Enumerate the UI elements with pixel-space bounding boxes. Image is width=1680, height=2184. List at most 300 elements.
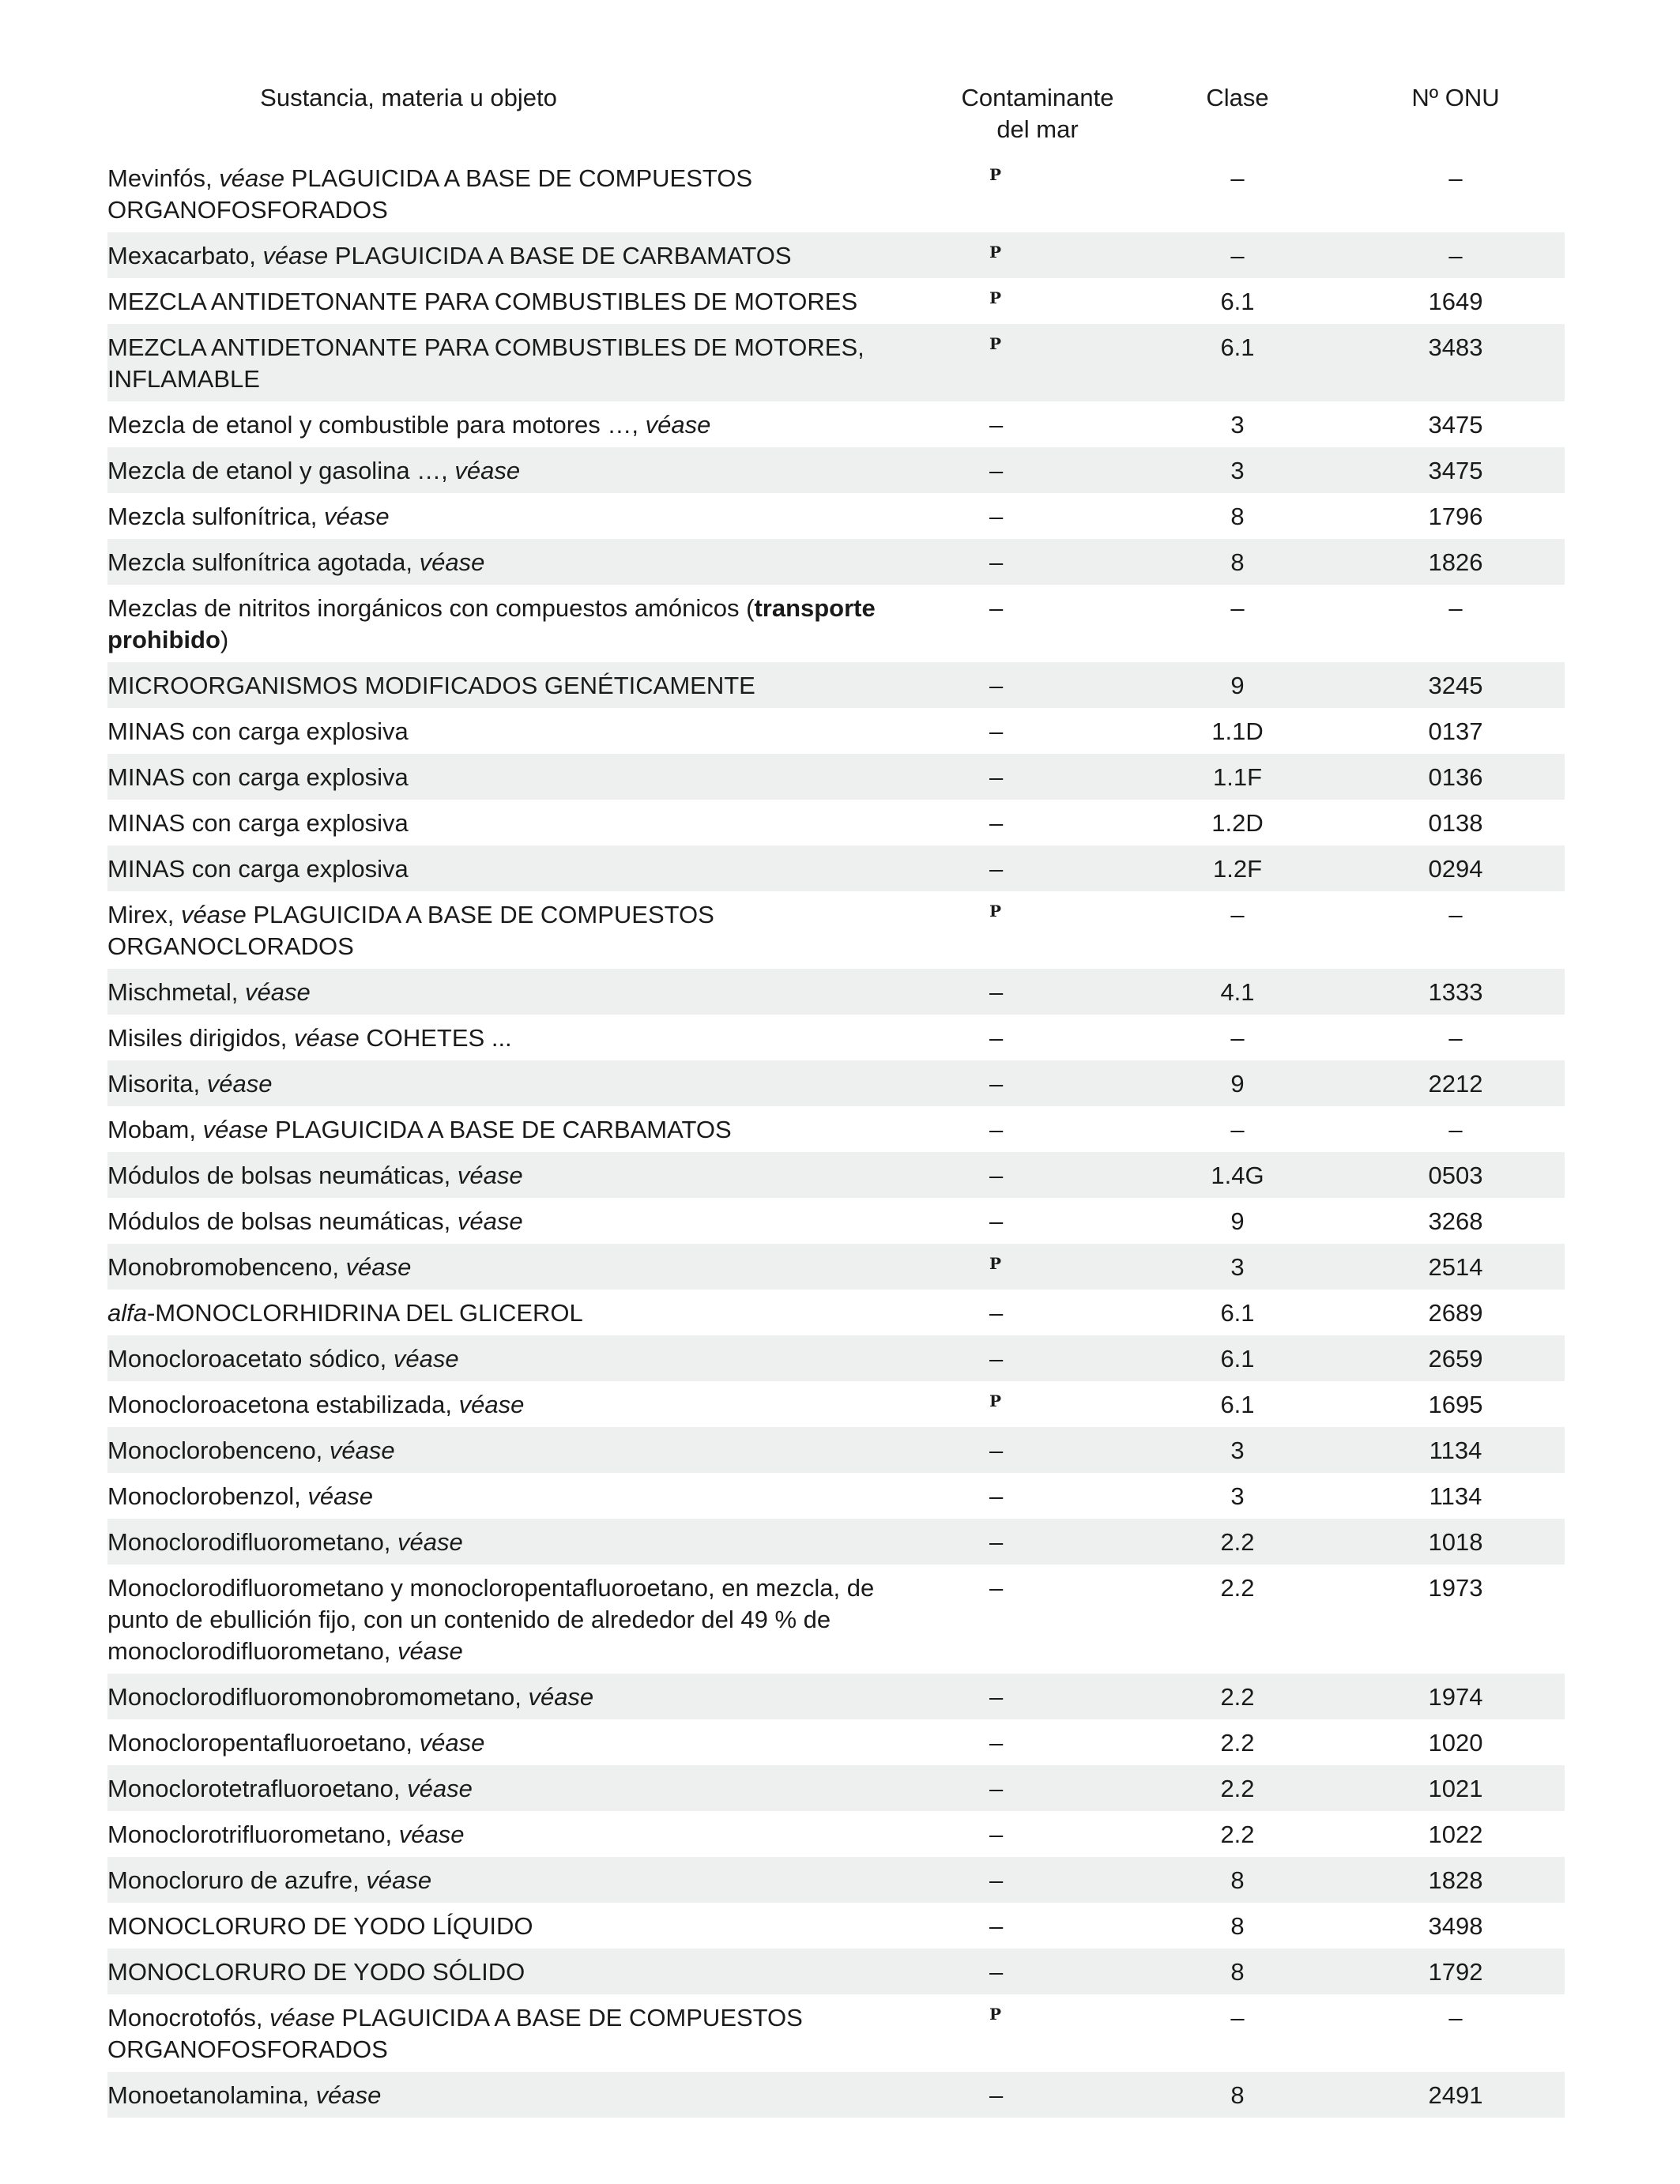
class-cell: 1.4G [1128, 1152, 1347, 1198]
class-cell: 1.2D [1211, 809, 1264, 837]
substance-name-text: PLAGUICIDA A BASE DE COMPUESTOS ORGANOFOSFORADOS [107, 164, 753, 224]
substance-name-text: Monoclorodifluoromonobromometano, [107, 1683, 529, 1711]
class-cell: 3 [1128, 1427, 1347, 1473]
class-cell: 6.1 [1220, 1299, 1255, 1327]
marine-pollutant-cell [947, 493, 1128, 539]
substance-name-text: Módulos de bolsas neumáticas, [107, 1207, 458, 1235]
class-cell: – [1230, 901, 1245, 928]
un-number-cell: 1020 [1428, 1729, 1483, 1757]
marine-pollutant-dash: – [989, 855, 1004, 883]
substance-name [107, 1473, 947, 1519]
substance-name-italic: véase [407, 1775, 473, 1802]
table-row [107, 1473, 1565, 1519]
table-row [107, 754, 1565, 800]
un-number-cell: 3245 [1347, 662, 1565, 708]
marine-pollutant-cell [947, 1857, 1128, 1903]
marine-pollutant-dash: – [989, 411, 1004, 439]
marine-pollutant-cell [947, 1719, 1128, 1765]
un-number-cell: 3268 [1428, 1207, 1483, 1235]
substance-name-text: Monocloropentafluoroetano, [107, 1729, 420, 1757]
class-cell: – [1230, 1116, 1245, 1143]
substance-name-text: Mobam, [107, 1116, 203, 1143]
substance-name-text: PLAGUICIDA A BASE DE CARBAMATOS [268, 1116, 732, 1143]
class-cell: 9 [1128, 1060, 1347, 1106]
marine-pollutant-dash: – [989, 717, 1004, 745]
marine-pollutant-dash: – [989, 809, 1004, 837]
marine-pollutant-cell [947, 585, 1128, 662]
marine-pollutant-mark: P [989, 2005, 1002, 2024]
substance-name [107, 1674, 947, 1719]
substance-name-italic: véase [457, 1162, 523, 1189]
marine-pollutant-dash: – [989, 2081, 1004, 2109]
un-number-cell: 1974 [1347, 1674, 1565, 1719]
table-row [107, 800, 1565, 845]
substance-name [107, 891, 947, 969]
marine-pollutant-dash: – [989, 1070, 1004, 1098]
substance-name-italic: véase [419, 1729, 485, 1757]
table-row [107, 1381, 1565, 1427]
un-number-cell: 0503 [1347, 1152, 1565, 1198]
substance-name-italic: alfa [107, 1299, 147, 1327]
substance-name [107, 324, 947, 401]
class-cell: 1.1F [1128, 754, 1347, 800]
un-number-cell: 1134 [1429, 1482, 1482, 1510]
marine-pollutant-dash: – [989, 1574, 1004, 1602]
table-row [107, 1719, 1565, 1765]
substance-name-italic: véase [262, 242, 329, 269]
substance-name-bold: transporte prohibido [107, 594, 876, 653]
marine-pollutant-cell [947, 845, 1128, 891]
table-row [107, 585, 1565, 662]
table-row [107, 539, 1565, 585]
marine-pollutant-dash: – [989, 978, 1004, 1006]
substance-name [107, 754, 947, 800]
marine-pollutant-cell [947, 1949, 1128, 1994]
marine-pollutant-mark: P [989, 1254, 1002, 1273]
substance-name-text: ) [220, 626, 229, 653]
substance-name-italic: véase [269, 2004, 335, 2031]
marine-pollutant-cell [947, 1106, 1128, 1152]
marine-pollutant-dash: – [989, 1821, 1004, 1848]
substance-name-text: MONOCLORURO DE YODO SÓLIDO [107, 1958, 525, 1986]
un-number-cell: 1695 [1428, 1391, 1483, 1418]
table-row [107, 845, 1565, 891]
class-cell: – [1230, 594, 1245, 622]
marine-pollutant-cell [947, 1427, 1128, 1473]
class-cell: 8 [1128, 1857, 1347, 1903]
un-number-cell: 1134 [1347, 1427, 1565, 1473]
class-cell: 8 [1128, 1949, 1347, 1994]
substance-name [107, 447, 947, 493]
table-row [107, 232, 1565, 278]
class-cell: 3 [1230, 411, 1245, 439]
marine-pollutant-cell [947, 1765, 1128, 1811]
table-row [107, 278, 1565, 324]
substance-name-text: PLAGUICIDA A BASE DE COMPUESTOS ORGANOCLORADOS [107, 901, 714, 960]
substance-name-italic: véase [457, 1207, 523, 1235]
substance-name-text: MICROORGANISMOS MODIFICADOS GENÉTICAMENTE [107, 672, 755, 699]
un-number-cell: 0138 [1428, 809, 1483, 837]
substance-name [107, 1198, 947, 1244]
table-row [107, 1811, 1565, 1857]
class-cell: 2.2 [1220, 1821, 1255, 1848]
table-row [107, 1152, 1565, 1198]
marine-pollutant-cell [947, 1674, 1128, 1719]
substance-name [107, 1949, 947, 1994]
class-cell: 2.2 [1220, 1574, 1255, 1602]
substance-name-text: Monoclorodifluorometano, [107, 1528, 398, 1556]
table-row [107, 493, 1565, 539]
marine-pollutant-mark: P [989, 288, 1002, 307]
un-number-cell: – [1448, 1116, 1463, 1143]
substance-name-italic: véase [393, 1345, 459, 1373]
substance-name-text: Monoclorobenzol, [107, 1482, 308, 1510]
un-number-cell: 2689 [1428, 1299, 1483, 1327]
marine-pollutant-cell [947, 539, 1128, 585]
un-number-cell: 0294 [1347, 845, 1565, 891]
substance-name [107, 401, 947, 447]
substance-name-text: PLAGUICIDA A BASE DE COMPUESTOS ORGANOFOSFORADOS [107, 2004, 803, 2063]
un-number-cell: 2659 [1347, 1335, 1565, 1381]
substance-name-italic: véase [206, 1070, 273, 1098]
un-number-cell: 1796 [1428, 503, 1483, 530]
marine-pollutant-dash: – [989, 1437, 1004, 1464]
substance-name-italic: véase [419, 548, 485, 576]
marine-pollutant-cell [947, 1994, 1128, 2072]
substance-name-italic: véase [181, 901, 247, 928]
substance-name [107, 1152, 947, 1198]
marine-pollutant-dash: – [989, 1162, 1004, 1189]
table-row [107, 1060, 1565, 1106]
class-cell: – [1230, 1024, 1245, 1052]
header-marine-line2: del mar [996, 115, 1079, 143]
un-number-cell: 2514 [1347, 1244, 1565, 1290]
marine-pollutant-dash: – [989, 457, 1004, 484]
marine-pollutant-dash: – [989, 1775, 1004, 1802]
table-row [107, 324, 1565, 401]
table-row [107, 1427, 1565, 1473]
table-row [107, 155, 1565, 232]
marine-pollutant-mark: P [989, 243, 1002, 262]
marine-pollutant-cell [947, 155, 1128, 232]
marine-pollutant-dash: – [989, 1116, 1004, 1143]
class-cell: 2.2 [1128, 1519, 1347, 1565]
class-cell: 9 [1230, 1207, 1245, 1235]
un-number-cell: – [1347, 232, 1565, 278]
substance-name [107, 1565, 947, 1674]
substance-name-text: Monobromobenceno, [107, 1253, 346, 1281]
un-number-cell: 1973 [1428, 1574, 1483, 1602]
substance-name [107, 1857, 947, 1903]
substance-name [107, 1427, 947, 1473]
substance-name-italic: véase [645, 411, 711, 439]
substance-name-italic: véase [315, 2081, 382, 2109]
marine-pollutant-cell [947, 708, 1128, 754]
substance-name-text: MINAS con carga explosiva [107, 717, 409, 745]
header-un-number: Nº ONU [1411, 84, 1500, 111]
substance-name [107, 155, 947, 232]
substance-name-text: Mezcla de etanol y combustible para motores …, [107, 411, 646, 439]
substance-name [107, 1765, 947, 1811]
table-row [107, 1765, 1565, 1811]
table-row [107, 1335, 1565, 1381]
substance-name-text: Mezcla sulfonítrica, [107, 503, 324, 530]
marine-pollutant-mark: P [989, 902, 1002, 921]
marine-pollutant-dash: – [989, 1958, 1004, 1986]
substance-name [107, 278, 947, 324]
un-number-cell: 2212 [1347, 1060, 1565, 1106]
substance-name [107, 1381, 947, 1427]
un-number-cell: 0136 [1347, 754, 1565, 800]
un-number-cell: 3498 [1428, 1912, 1483, 1940]
table-row [107, 891, 1565, 969]
substance-name-text: MINAS con carga explosiva [107, 763, 409, 791]
class-cell: 9 [1128, 662, 1347, 708]
substance-name-text: Mevinfós, [107, 164, 220, 192]
table-row [107, 1290, 1565, 1335]
substance-name-text: PLAGUICIDA A BASE DE CARBAMATOS [328, 242, 792, 269]
class-cell: 1.1D [1211, 717, 1264, 745]
header-row [107, 79, 1565, 155]
table-body [107, 155, 1565, 2118]
table-row [107, 1015, 1565, 1060]
un-number-cell: 0137 [1428, 717, 1483, 745]
substance-name-italic: véase [528, 1683, 594, 1711]
table-row [107, 969, 1565, 1015]
class-cell: 6.1 [1220, 288, 1255, 315]
marine-pollutant-dash: – [989, 1207, 1004, 1235]
table-row [107, 1519, 1565, 1565]
substance-name-italic: véase [397, 1528, 463, 1556]
marine-pollutant-dash: – [989, 1528, 1004, 1556]
un-number-cell: 2491 [1347, 2072, 1565, 2118]
substance-name [107, 493, 947, 539]
substance-name-text: Monocrotofós, [107, 2004, 270, 2031]
marine-pollutant-dash: – [989, 1866, 1004, 1894]
table-row [107, 708, 1565, 754]
marine-pollutant-cell [947, 401, 1128, 447]
substance-name [107, 845, 947, 891]
class-cell: 8 [1230, 1912, 1245, 1940]
un-number-cell: – [1448, 2004, 1463, 2031]
substance-name [107, 800, 947, 845]
substance-name-text: Misiles dirigidos, [107, 1024, 295, 1052]
substance-name [107, 969, 947, 1015]
class-cell: 2.2 [1128, 1765, 1347, 1811]
marine-pollutant-cell [947, 447, 1128, 493]
marine-pollutant-dash: – [989, 1482, 1004, 1510]
table-row [107, 447, 1565, 493]
marine-pollutant-cell [947, 1811, 1128, 1857]
marine-pollutant-dash: – [989, 763, 1004, 791]
un-number-cell: 3475 [1347, 447, 1565, 493]
substance-name [107, 1015, 947, 1060]
class-cell: 1.2F [1128, 845, 1347, 891]
substance-name-italic: véase [329, 1437, 395, 1464]
marine-pollutant-cell [947, 1152, 1128, 1198]
marine-pollutant-cell [947, 278, 1128, 324]
substance-name-italic: véase [458, 1391, 525, 1418]
class-cell: 3 [1230, 1482, 1245, 1510]
marine-pollutant-cell [947, 232, 1128, 278]
marine-pollutant-mark: P [989, 1391, 1002, 1410]
marine-pollutant-dash: – [989, 594, 1004, 622]
un-number-cell: – [1448, 1024, 1463, 1052]
table-row [107, 662, 1565, 708]
class-cell: 4.1 [1128, 969, 1347, 1015]
class-cell: 2.2 [1128, 1674, 1347, 1719]
marine-pollutant-dash: – [989, 1729, 1004, 1757]
marine-pollutant-dash: – [989, 1912, 1004, 1940]
substance-name-italic: véase [454, 457, 521, 484]
substance-name [107, 1719, 947, 1765]
marine-pollutant-cell [947, 324, 1128, 401]
un-number-cell: – [1448, 164, 1463, 192]
substance-name-text: MINAS con carga explosiva [107, 809, 409, 837]
substance-name-text: Monoclorobenceno, [107, 1437, 330, 1464]
table-row [107, 1949, 1565, 1994]
marine-pollutant-cell [947, 1519, 1128, 1565]
marine-pollutant-dash: – [989, 503, 1004, 530]
table-row [107, 1198, 1565, 1244]
substance-name-text: Mezclas de nitritos inorgánicos con compuestos amónicos ( [107, 594, 755, 622]
marine-pollutant-cell [947, 1060, 1128, 1106]
substance-name [107, 662, 947, 708]
class-cell: 6.1 [1128, 324, 1347, 401]
un-number-cell: 1022 [1428, 1821, 1483, 1848]
substance-name [107, 1335, 947, 1381]
marine-pollutant-cell [947, 662, 1128, 708]
table-row [107, 1994, 1565, 2072]
class-cell: – [1230, 2004, 1245, 2031]
table-row [107, 1106, 1565, 1152]
class-cell: 3 [1128, 447, 1347, 493]
substance-name [107, 1244, 947, 1290]
substance-name-text: Mezcla sulfonítrica agotada, [107, 548, 420, 576]
substance-name [107, 1811, 947, 1857]
substance-name-text: Monocloruro de azufre, [107, 1866, 367, 1894]
header-marine-line1: Contaminante [961, 84, 1114, 111]
un-number-cell: 1649 [1428, 288, 1483, 315]
substance-name [107, 708, 947, 754]
un-number-cell: 3483 [1347, 324, 1565, 401]
substance-name [107, 1060, 947, 1106]
class-cell: 6.1 [1128, 1335, 1347, 1381]
un-number-cell: 3475 [1428, 411, 1483, 439]
marine-pollutant-dash: – [989, 1683, 1004, 1711]
substance-name [107, 1994, 947, 2072]
substance-name-text: Misorita, [107, 1070, 207, 1098]
substance-name-text: Monoclorotetrafluoroetano, [107, 1775, 408, 1802]
substance-name-italic: véase [323, 503, 390, 530]
substance-name-text: Monoetanolamina, [107, 2081, 316, 2109]
marine-pollutant-dash: – [989, 672, 1004, 699]
marine-pollutant-dash: – [989, 1024, 1004, 1052]
substance-name [107, 1519, 947, 1565]
substance-name [107, 232, 947, 278]
substance-name-text: -MONOCLORHIDRINA DEL GLICEROL [146, 1299, 583, 1327]
un-number-cell: 1792 [1347, 1949, 1565, 1994]
substance-name-italic: véase [219, 164, 285, 192]
substance-name-text: MEZCLA ANTIDETONANTE PARA COMBUSTIBLES DE MOTORES [107, 288, 858, 315]
marine-pollutant-cell [947, 1290, 1128, 1335]
marine-pollutant-cell [947, 1244, 1128, 1290]
class-cell: 8 [1128, 539, 1347, 585]
substance-name [107, 1106, 947, 1152]
substance-name-italic: véase [244, 978, 311, 1006]
substance-name-italic: véase [202, 1116, 269, 1143]
marine-pollutant-cell [947, 969, 1128, 1015]
class-cell: 8 [1230, 503, 1245, 530]
un-number-cell: 1021 [1347, 1765, 1565, 1811]
table-row [107, 1244, 1565, 1290]
header-substance: Sustancia, materia u objeto [260, 84, 557, 111]
class-cell: 8 [1128, 2072, 1347, 2118]
marine-pollutant-dash: – [989, 1299, 1004, 1327]
substance-name-text: MINAS con carga explosiva [107, 855, 409, 883]
un-number-cell: 1828 [1347, 1857, 1565, 1903]
substance-name-text: Monocloroacetona estabilizada, [107, 1391, 459, 1418]
marine-pollutant-cell [947, 1565, 1128, 1674]
substance-name-text: Monoclorodifluorometano y monocloropentafluoroetano, en mezcla, de punto de ebullición fijo, con un contenido de alrededor del 49 % de monoclorodifluorometano, [107, 1574, 875, 1665]
substance-name [107, 2072, 947, 2118]
marine-pollutant-mark: P [989, 165, 1002, 184]
substance-name-text: Mezcla de etanol y gasolina …, [107, 457, 455, 484]
marine-pollutant-dash: – [989, 1345, 1004, 1373]
marine-pollutant-cell [947, 800, 1128, 845]
table-row [107, 1565, 1565, 1674]
marine-pollutant-cell [947, 1015, 1128, 1060]
un-number-cell: – [1448, 594, 1463, 622]
marine-pollutant-cell [947, 754, 1128, 800]
un-number-cell: 1333 [1347, 969, 1565, 1015]
class-cell: 6.1 [1220, 1391, 1255, 1418]
substance-name-text: Módulos de bolsas neumáticas, [107, 1162, 458, 1189]
marine-pollutant-cell [947, 1473, 1128, 1519]
substance-name-italic: véase [294, 1024, 360, 1052]
substance-name-text: Mirex, [107, 901, 181, 928]
marine-pollutant-cell [947, 1198, 1128, 1244]
table-header [107, 79, 1565, 155]
table-row [107, 1903, 1565, 1949]
table-row [107, 1857, 1565, 1903]
marine-pollutant-cell [947, 1335, 1128, 1381]
substance-name-italic: véase [397, 1637, 463, 1665]
substance-name-italic: véase [398, 1821, 465, 1848]
class-cell: – [1128, 232, 1347, 278]
un-number-cell: 1826 [1347, 539, 1565, 585]
class-cell: 2.2 [1220, 1729, 1255, 1757]
marine-pollutant-cell [947, 1903, 1128, 1949]
substance-name-text: MONOCLORURO DE YODO LÍQUIDO [107, 1912, 533, 1940]
marine-pollutant-cell [947, 1381, 1128, 1427]
class-cell: 3 [1128, 1244, 1347, 1290]
substance-name-italic: véase [345, 1253, 412, 1281]
substance-name-italic: véase [366, 1866, 432, 1894]
class-cell: – [1230, 164, 1245, 192]
un-number-cell: – [1448, 901, 1463, 928]
header-marine-pollutant [947, 79, 1128, 155]
un-number-cell: 1018 [1347, 1519, 1565, 1565]
marine-pollutant-cell [947, 891, 1128, 969]
dangerous-goods-table [107, 79, 1565, 2118]
substance-name-italic: véase [307, 1482, 374, 1510]
substance-name-text: MEZCLA ANTIDETONANTE PARA COMBUSTIBLES DE MOTORES, INFLAMABLE [107, 333, 864, 393]
substance-name-text: COHETES ... [359, 1024, 512, 1052]
marine-pollutant-cell [947, 2072, 1128, 2118]
table-row [107, 401, 1565, 447]
substance-name [107, 585, 947, 662]
